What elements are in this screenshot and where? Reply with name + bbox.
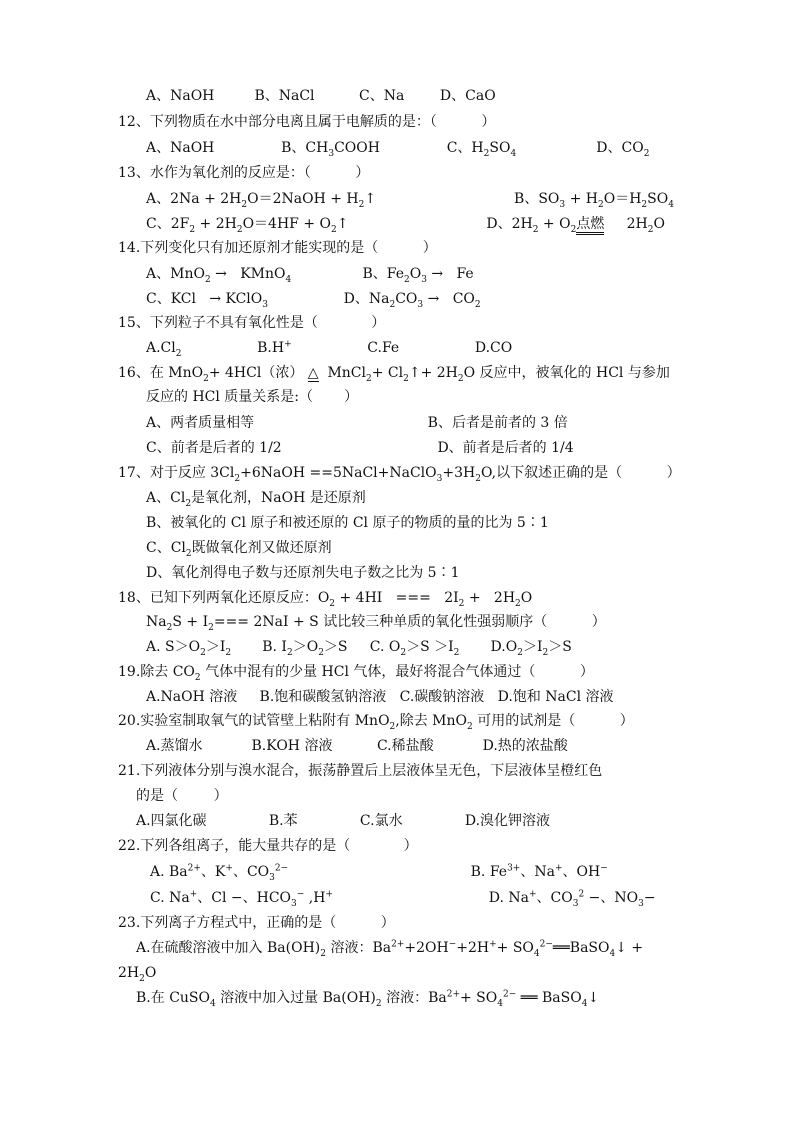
- text-line-l10: 15、下列粒子不具有氧化性是（ ）: [118, 315, 386, 331]
- text-line-l20: D、氧化剂得电子数与还原剂失电子数之比为 5∶1: [146, 565, 460, 581]
- text-line-l24: 19.除去 $CO_2$ 气体中混有的少量 HCl 气体，最好将混合气体通过（ ）: [118, 664, 594, 683]
- text-line-l34: 23.下列离子方程式中，正确的是（ ）: [118, 915, 395, 931]
- text-line-l31: 22.下列各组离子，能大量共存的是（ ）: [118, 838, 418, 854]
- text-line-l6: C、$2F_2 + 2H_2O=4HF$ + $O_2↑$ D、$2H_2 + O_2$点燃 $2H_2O$: [146, 216, 665, 235]
- text-line-l21: 18、已知下列两氧化还原反应：$O_2 + 4HI$ === $2I_2 + 2H_2O$: [118, 590, 533, 609]
- text-line-l23: A. $S>O_2>I_2$ B. $I_2>O_2>S$ C. $O_2>S >I_2$ $D.O_2>I_2>S$: [146, 639, 572, 658]
- text-line-l15: C、前者是后者的 1/2 D、前者是后者的 1/4: [146, 440, 574, 456]
- text-line-l30: A.四氯化碳 B.苯 C.氯水 D.溴化钾溶液: [136, 813, 551, 829]
- text-line-l7: 14.下列变化只有加还原剂才能实现的是（ ）: [118, 240, 437, 256]
- text-line-l26: 20.实验室制取氧气的试管壁上粘附有 MnO$_2$,除去 MnO$_2$ 可用的试剂是（ ）: [118, 713, 634, 732]
- text-line-l35: A.在硫酸溶液中加入 $Ba(OH)_2$ 溶液：$Ba^{2+}+2OH^-+2H^++$ $SO_4^{2-}══BaSO_4↓$ +: [136, 939, 644, 959]
- text-line-l19: C、$Cl_2$既做氧化剂又做还原剂: [146, 540, 332, 559]
- text-line-l16: 17、对于反应 $3Cl_2+6NaOH$ $==5NaCl+NaClO_3+3H_2O$,以下叙述正确的是（ ）: [118, 465, 681, 484]
- text-line-l13: 反应的 HCl 质量关系是:（ ）: [146, 389, 359, 405]
- text-line-l2: 12、下列物质在水中部分电离且属于电解质的是：（ ）: [118, 114, 496, 130]
- text-line-l36: $2H_2O$: [118, 965, 157, 984]
- text-line-l9: C、KCl → KClO$_3$ D、$Na_2CO_3 \to CO_2$: [146, 291, 481, 310]
- text-line-l28: 21.下列液体分别与溴水混合，振荡静置后上层液体呈无色，下层液体呈橙红色: [118, 763, 603, 779]
- text-line-l37: B.在 CuSO$_4$ 溶液中加入过量 $Ba(OH)_2$ 溶液：$Ba^{2+}+ SO_4^{2-}$ ══ BaSO$_4$↓: [136, 989, 600, 1009]
- text-line-l12: 16、在 MnO$_2$+ 4HCl（浓） △ MnCl$_2$+ $Cl_2↑+ 2H_2O$ 反应中，被氧化的 HCl 与参加: [118, 365, 670, 384]
- text-line-l29: 的是（ ）: [136, 788, 228, 804]
- text-line-l27: A.蒸馏水 B.KOH 溶液 C.稀盐酸 D.热的浓盐酸: [146, 738, 568, 754]
- text-line-l11: $A.Cl_2$ B.H+ C.Fe D.CO: [146, 339, 513, 359]
- text-line-l25: A.NaOH 溶液 B.饱和碳酸氢钠溶液 C.碳酸钠溶液 D.饱和 NaCl 溶液: [146, 689, 614, 705]
- text-line-l5: A、$2Na + 2H_2O=2NaOH$ + $H_2↑$ B、$SO_3 + H_2O=H_2SO_4$: [146, 191, 674, 210]
- text-line-l8: A、MnO$_2$ → KMnO$_4$ B、$Fe_2O_3 \to Fe$: [146, 266, 474, 285]
- text-line-l32: A. $Ba^{2+}$、K+、$CO_3^{2-}$ B. $Fe^{3+}$、Na+、OH−: [150, 863, 608, 883]
- text-line-l33: C. Na+、Cl −、$HCO_3^-$ ,H+ D. Na+、$CO_3^2$ −、$NO_3-$: [150, 889, 656, 909]
- text-line-l4: 13、水作为氧化剂的反应是：（ ）: [118, 165, 370, 181]
- text-line-l18: B、被氧化的 Cl 原子和被还原的 Cl 原子的物质的量的比为 5∶1: [146, 515, 549, 531]
- text-line-l17: A、$Cl_2$是氧化剂，NaOH 是还原剂: [146, 490, 366, 509]
- text-line-l1: A、NaOH B、NaCl C、Na D、CaO: [146, 88, 496, 104]
- text-line-l14: A、两者质量相等 B、后者是前者的 3 倍: [146, 415, 568, 431]
- text-line-l22: $Na_2S + I_2=== 2NaI + S$ 试比较三种单质的氧化性强弱顺序（ ）: [146, 614, 606, 633]
- text-line-l3: A、NaOH B、$CH_3COOH$ C、$H_2SO_4$ D、$CO_2$: [146, 140, 650, 159]
